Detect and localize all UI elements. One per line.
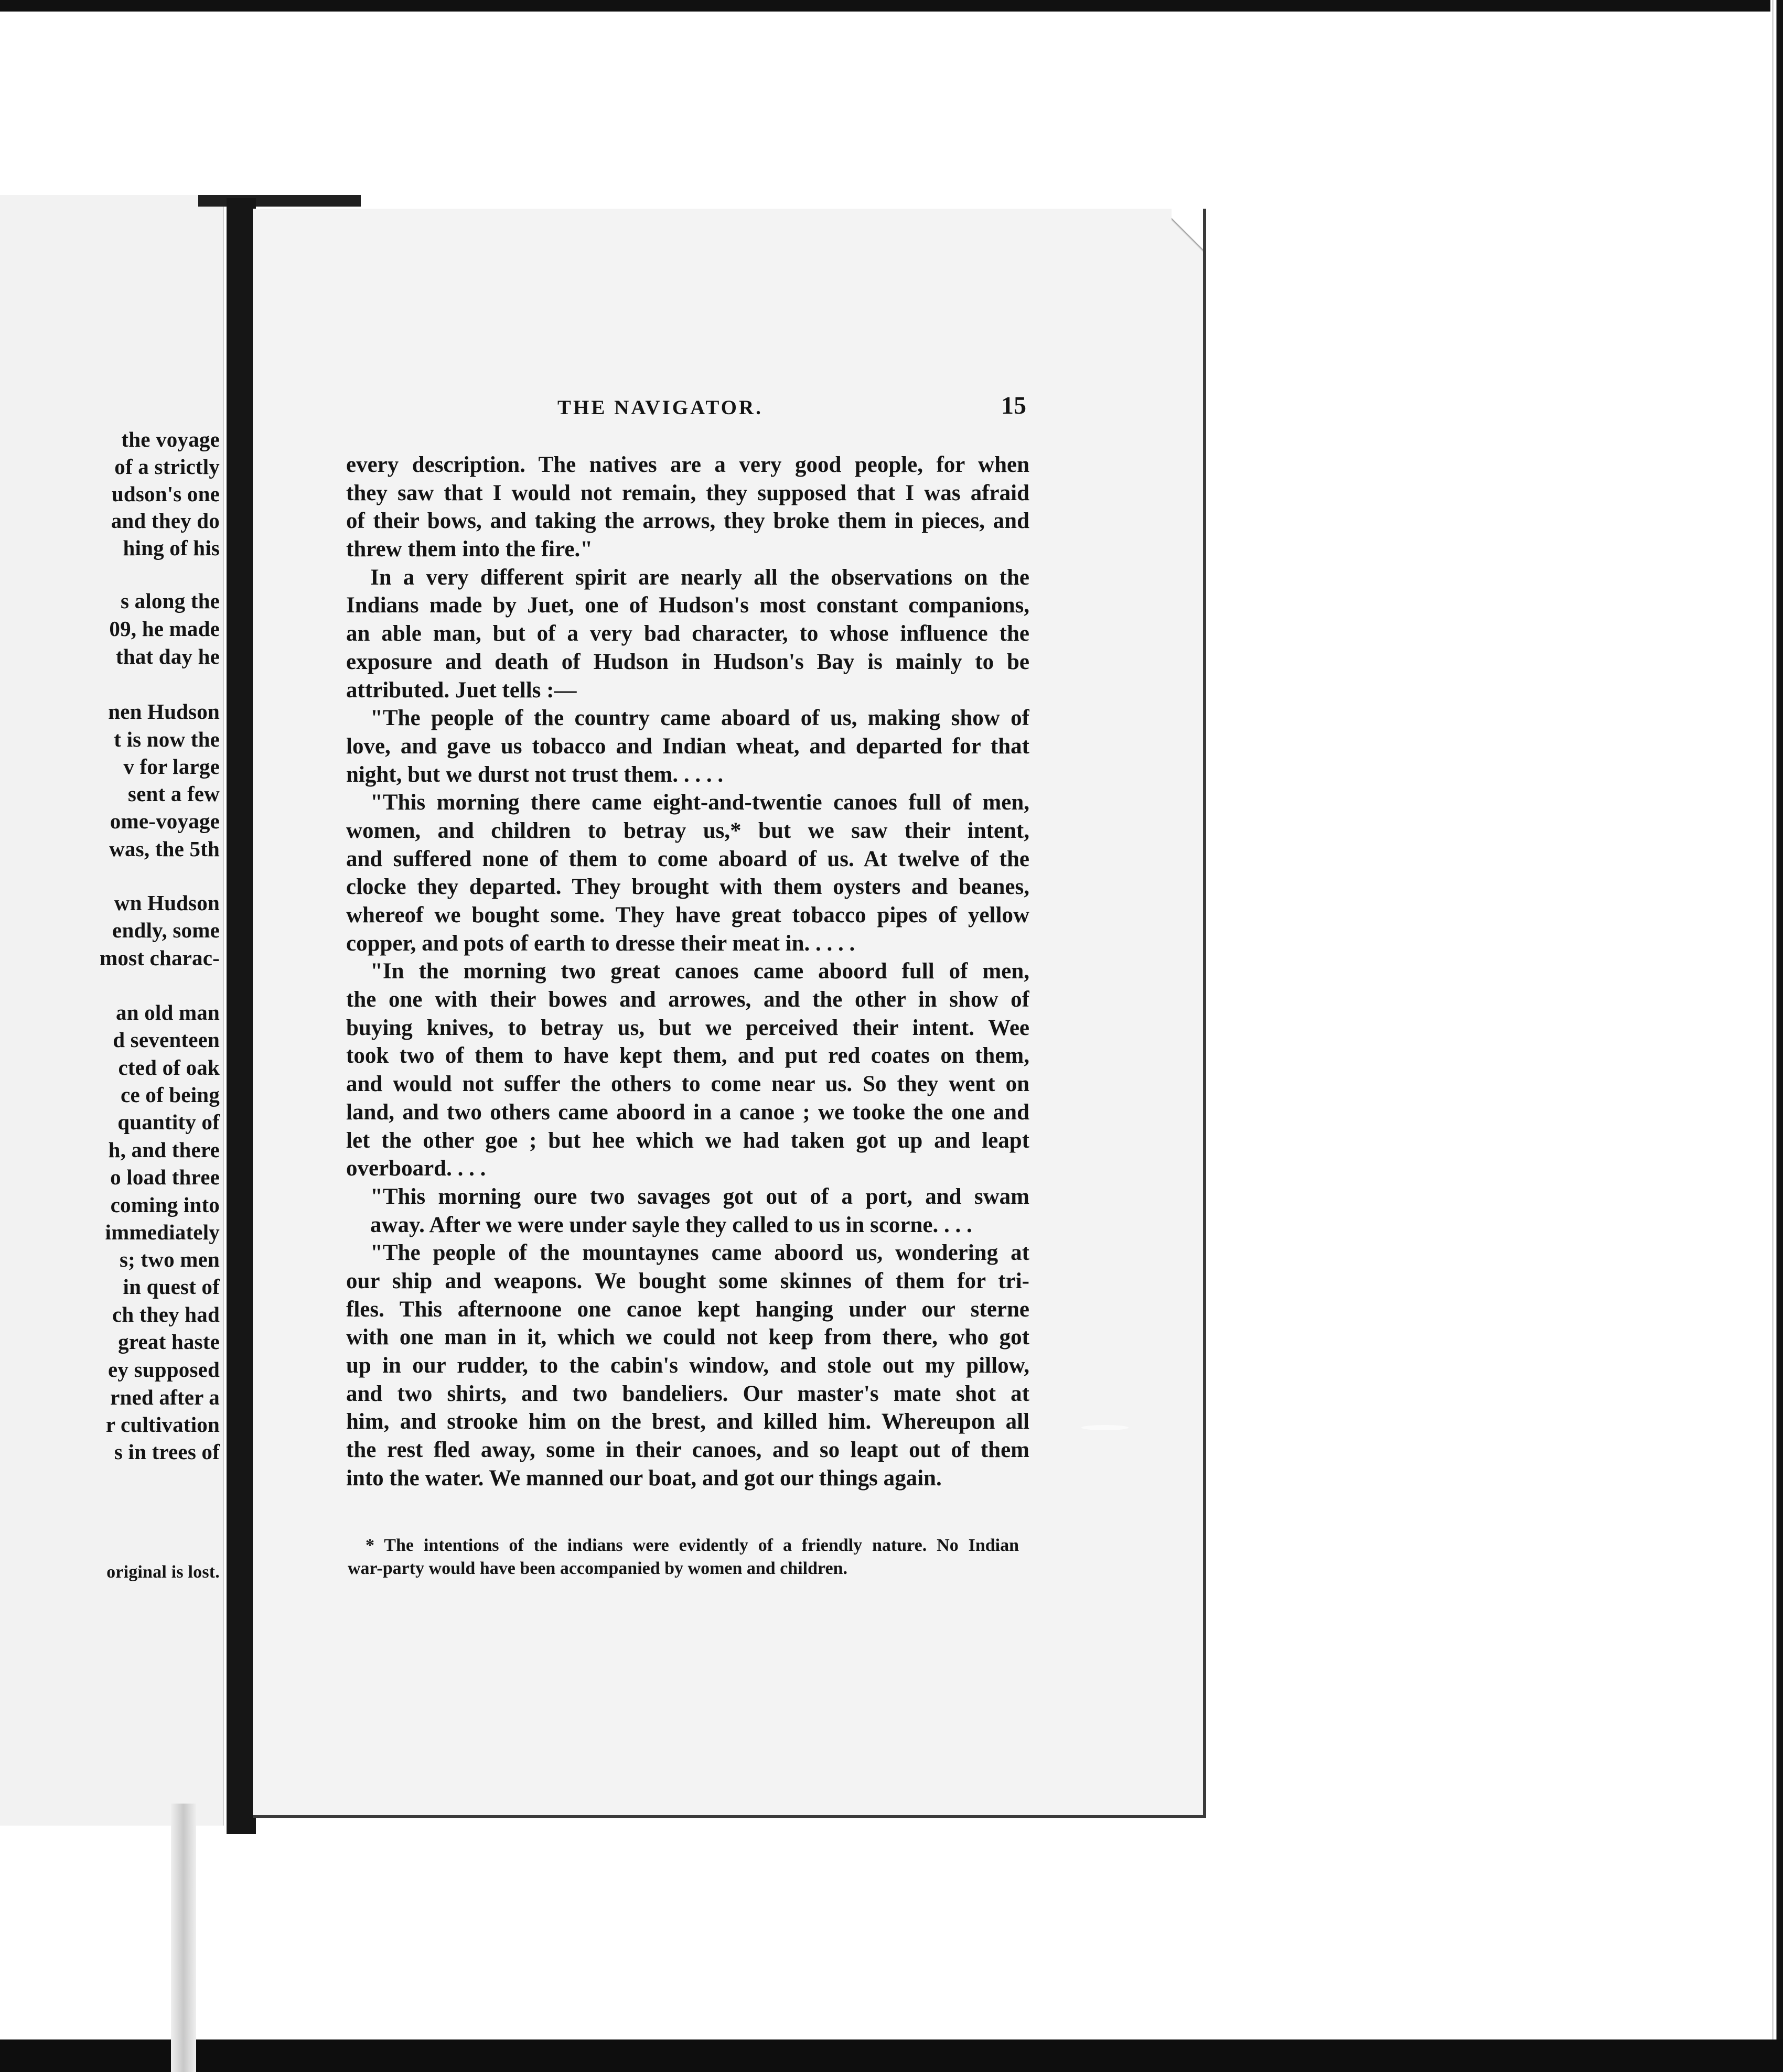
left-page-line: wn Hudson (114, 891, 220, 915)
left-page-footnote: original is lost. (106, 1562, 220, 1582)
text-line: the one with their bowes and arrowes, and the other in show of (346, 987, 1029, 1012)
text-line: into the water. We manned our boat, and got our things again. (346, 1465, 942, 1491)
left-page-line: sent a few (127, 782, 220, 806)
scan-top-edge (0, 0, 1783, 12)
text-line: up in our rudder, to the cabin's window, and stole out my pillow, (346, 1353, 1029, 1378)
page-speck (1081, 1425, 1129, 1430)
text-line: the rest fled away, some in their canoes, and so leapt out of them (346, 1438, 1029, 1463)
left-page-line: immediately (105, 1220, 220, 1244)
text-line: him, and strooke him on the brest, and killed him. Whereupon all (346, 1409, 1029, 1434)
left-page-line: o load three (110, 1165, 220, 1189)
text-line: our ship and weapons. We bought some skinnes of them for tri- (346, 1268, 1029, 1293)
text-line: of their bows, and taking the arrows, they broke them in pieces, and (346, 509, 1029, 534)
text-line: clocke they departed. They brought with them oysters and beanes, (346, 875, 1029, 900)
text-line: "This morning oure two savages got out of a port, and swam (370, 1184, 1029, 1209)
footnote-line: * The intentions of the indians were evidently of a friendly nature. No Indian (366, 1536, 1019, 1555)
text-line: buying knives, to betray us, but we perceived their intent. Wee (346, 1015, 1029, 1040)
text-line: and suffered none of them to come aboard of us. At twelve of the (346, 846, 1029, 871)
text-line: "The people of the mountaynes came aboord us, wondering at (370, 1240, 1029, 1266)
text-line: Indians made by Juet, one of Hudson's most constant companions, (346, 593, 1029, 618)
left-page-line: quantity of (117, 1110, 220, 1134)
text-line: with one man in it, which we could not keep from there, who got (346, 1325, 1029, 1350)
left-page-line: ch they had (112, 1302, 220, 1326)
text-line: In a very different spirit are nearly all the observations on the (370, 565, 1029, 590)
running-head: THE NAVIGATOR. (557, 396, 763, 419)
text-line: and would not suffer the others to come near us. So they went on (346, 1072, 1029, 1097)
text-line: love, and gave us tobacco and Indian wheat, and departed for that (346, 733, 1029, 759)
footnote (348, 1534, 1019, 1580)
text-line: "The people of the country came aboard of us, making show of (370, 706, 1029, 731)
left-page-line: udson's one (111, 482, 220, 506)
left-page-line: in quest of (123, 1275, 220, 1299)
text-line: whereof we bought some. They have great tobacco pipes of yellow (346, 903, 1029, 927)
left-page-line: d seventeen (113, 1028, 220, 1052)
footnote-line: war-party would have been accompanied by women and children. (348, 1559, 847, 1578)
text-line: they saw that I would not remain, they supposed that I was afraid (346, 480, 1029, 505)
left-page-line: of a strictly (114, 455, 220, 479)
spine-band (198, 195, 361, 207)
left-page-line: r cultivation (105, 1412, 220, 1437)
text-line: copper, and pots of earth to dresse their meat in. . . . . (346, 931, 855, 956)
left-page-line: s in trees of (114, 1440, 220, 1464)
text-line: night, but we durst not trust them. . . . . (346, 762, 724, 787)
left-page-line: 09, he made (109, 617, 220, 641)
text-line: threw them into the fire." (346, 537, 593, 562)
left-page-line: rned after a (110, 1385, 220, 1409)
body-text (346, 451, 1029, 1492)
left-page-line: v for large (123, 754, 220, 779)
left-page-line: s; two men (119, 1247, 220, 1271)
text-line: "This morning there came eight-and-twentie canoes full of men, (370, 790, 1029, 815)
text-line: exposure and death of Hudson in Hudson's Bay is mainly to be (346, 649, 1029, 674)
scan-bottom-edge (0, 2039, 1783, 2072)
text-line: every description. The natives are a very good people, for when (346, 452, 1029, 477)
text-line: attributed. Juet tells :— (346, 677, 577, 703)
left-page-line: s along the (120, 589, 220, 613)
left-page-line: most charac- (100, 946, 220, 970)
left-page-line: h, and there (108, 1138, 220, 1162)
text-line: let the other goe ; but hee which we had taken got up and leapt (346, 1128, 1029, 1153)
text-line: an able man, but of a very bad character, to whose influence the (346, 621, 1029, 646)
left-page (0, 195, 224, 1826)
text-line: land, and two others came aboord in a canoe ; we tooke the one and (346, 1099, 1029, 1125)
text-line: overboard. . . . (346, 1156, 486, 1181)
left-page-line: t is now the (114, 727, 220, 751)
left-page-line: ey supposed (108, 1357, 220, 1382)
left-page-line: endly, some (112, 918, 220, 942)
left-page-line: hing of his (123, 536, 220, 560)
page-corner (1172, 209, 1203, 261)
text-line: and two shirts, and two bandeliers. Our master's mate shot at (346, 1381, 1029, 1406)
text-line: took two of them to have kept them, and put red coates on them, (346, 1043, 1029, 1069)
left-page-line: the voyage (121, 427, 220, 451)
left-page-line: that day he (115, 644, 220, 668)
left-page-line: nen Hudson (108, 699, 220, 724)
binding-strip (171, 1804, 196, 2072)
left-page-line: cted of oak (118, 1055, 220, 1080)
left-page-line: and they do (111, 509, 220, 533)
left-page-line: ome-voyage (110, 809, 220, 833)
left-page-line: was, the 5th (109, 837, 220, 861)
page-number: 15 (1001, 392, 1026, 419)
text-line: fles. This afternoone one canoe kept hanging under our sterne (346, 1297, 1029, 1322)
left-page-line: great haste (118, 1330, 220, 1354)
text-line: women, and children to betray us,* but we saw their intent, (346, 818, 1029, 843)
left-page-line: ce of being (121, 1083, 220, 1107)
text-line: away. After we were under sayle they called to us in scorne. . . . (370, 1212, 972, 1237)
left-page-line: coming into (110, 1193, 220, 1217)
scan-right-edge (1770, 0, 1783, 2072)
book-spine (227, 198, 256, 1834)
text-line: "In the morning two great canoes came aboord full of men, (370, 959, 1029, 984)
left-page-line: an old man (116, 1000, 220, 1024)
